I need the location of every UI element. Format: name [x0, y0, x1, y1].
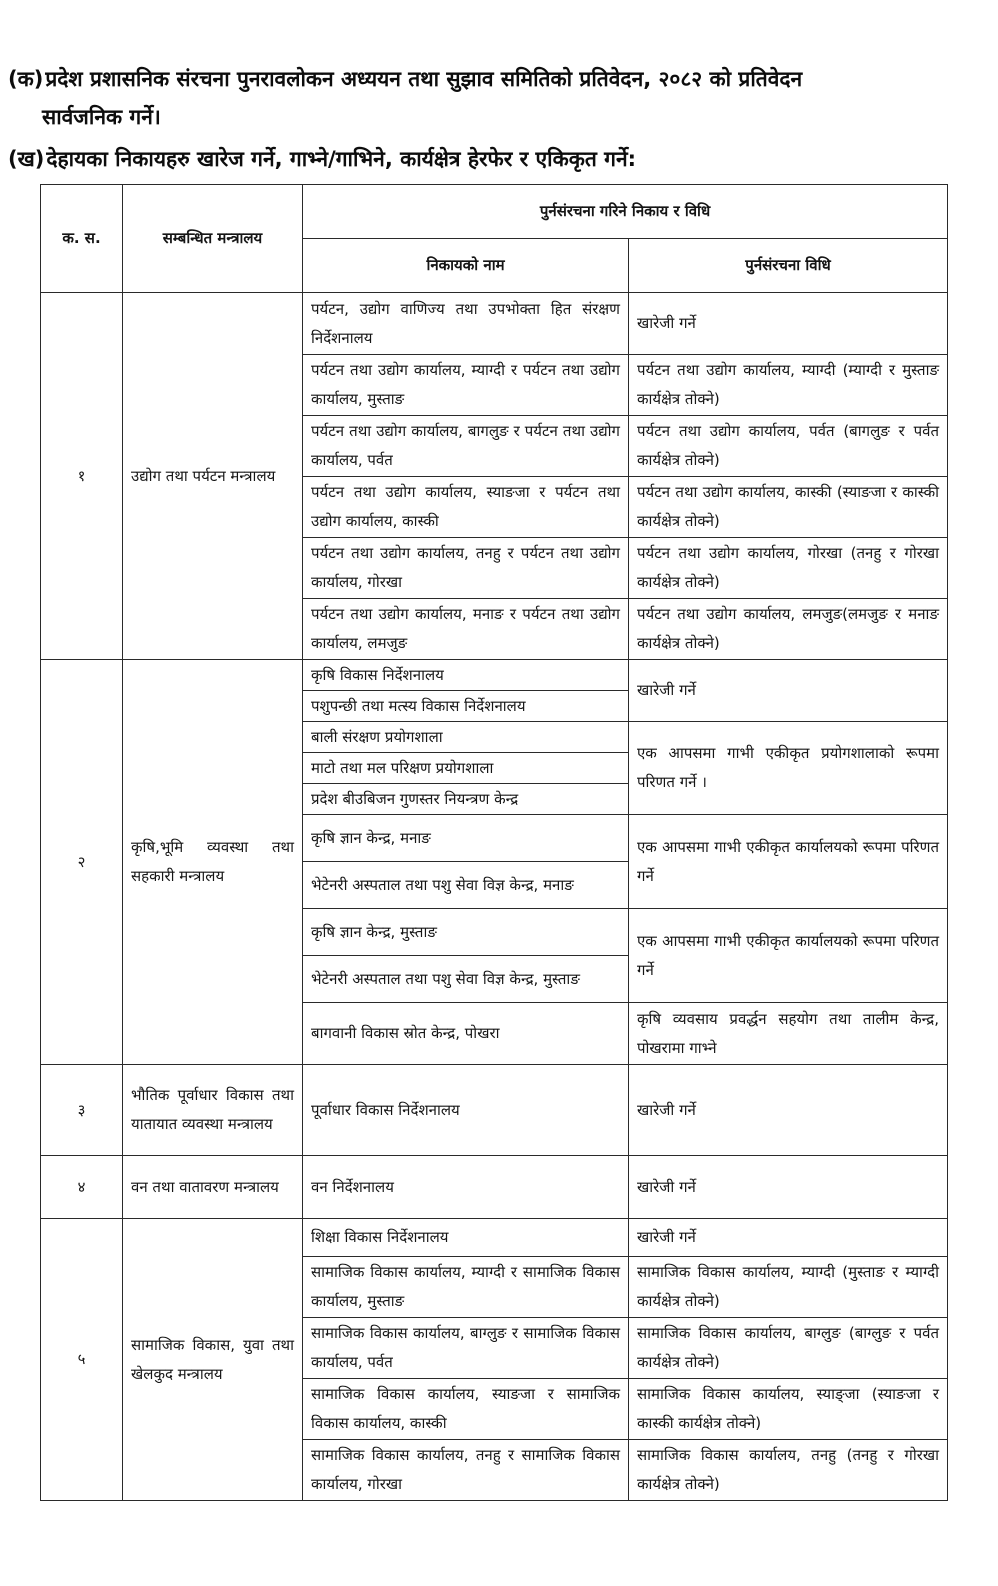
agency-name-cell: सामाजिक विकास कार्यालय, तनहु र सामाजिक विकास कार्यालय, गोरखा: [303, 1440, 629, 1501]
agency-name-cell: कृषि विकास निर्देशनालय: [303, 660, 629, 691]
header-ministry: सम्बन्धित मन्त्रालय: [123, 185, 303, 293]
table-header: [41, 185, 948, 293]
ministry-cell: सामाजिक विकास, युवा तथा खेलकुद मन्त्रालय: [123, 1219, 303, 1501]
ministry-cell: वन तथा वातावरण मन्त्रालय: [123, 1156, 303, 1219]
agency-name-cell: पर्यटन, उद्योग वाणिज्य तथा उपभोक्ता हित संरक्षण निर्देशनालय: [303, 293, 629, 355]
paragraph-ka-text: प्रदेश प्रशासनिक संरचना पुनरावलोकन अध्ययन तथा सुझाव समितिको प्रतिवेदन, २०८२ को प्रतिवेदन: [45, 67, 803, 91]
agency-name-cell: पर्यटन तथा उद्योग कार्यालय, म्याग्दी र पर्यटन तथा उद्योग कार्यालय, मुस्ताङ: [303, 355, 629, 416]
ministry-cell: कृषि,भूमि व्यवस्था तथा सहकारी मन्त्रालय: [123, 660, 303, 1065]
agency-name-cell: पर्यटन तथा उद्योग कार्यालय, तनहु र पर्यटन तथा उद्योग कार्यालय, गोरखा: [303, 538, 629, 599]
restructuring-method-cell: एक आपसमा गाभी एकीकृत प्रयोगशालाको रूपमा परिणत गर्ने ।: [629, 722, 948, 815]
serial-number-cell: २: [41, 660, 123, 1065]
agency-name-cell: पशुपन्छी तथा मत्स्य विकास निर्देशनालय: [303, 691, 629, 722]
agency-name-cell: माटो तथा मल परिक्षण प्रयोगशाला: [303, 753, 629, 784]
restructuring-method-cell: सामाजिक विकास कार्यालय, स्याङ्जा (स्याङजा र कास्की कार्यक्षेत्र तोक्ने): [629, 1379, 948, 1440]
restructuring-method-cell: खारेजी गर्ने: [629, 1219, 948, 1257]
restructuring-method-cell: पर्यटन तथा उद्योग कार्यालय, म्याग्दी (म्याग्दी र मुस्ताङ कार्यक्षेत्र तोक्ने): [629, 355, 948, 416]
agency-name-cell: बाली संरक्षण प्रयोगशाला: [303, 722, 629, 753]
restructuring-method-cell: खारेजी गर्ने: [629, 293, 948, 355]
table-row: [41, 293, 948, 355]
agency-name-cell: भेटेनरी अस्पताल तथा पशु सेवा विज्ञ केन्द्र, मुस्ताङ: [303, 956, 629, 1003]
serial-number-cell: ३: [41, 1065, 123, 1156]
paragraph-ka: [8, 60, 983, 136]
restructuring-method-cell: कृषि व्यवसाय प्रवर्द्धन सहयोग तथा तालीम केन्द्र, पोखरामा गाभ्ने: [629, 1003, 948, 1065]
ministry-cell: भौतिक पूर्वाधार विकास तथा यातायात व्यवस्था मन्त्रालय: [123, 1065, 303, 1156]
restructuring-method-cell: सामाजिक विकास कार्यालय, तनहु (तनहु र गोरखा कार्यक्षेत्र तोक्ने): [629, 1440, 948, 1501]
serial-number-cell: ४: [41, 1156, 123, 1219]
restructuring-method-cell: सामाजिक विकास कार्यालय, बाग्लुङ (बाग्लुङ र पर्वत कार्यक्षेत्र तोक्ने): [629, 1318, 948, 1379]
paragraph-kha: [8, 140, 983, 178]
agency-name-cell: पूर्वाधार विकास निर्देशनालय: [303, 1065, 629, 1156]
restructuring-method-cell: पर्यटन तथा उद्योग कार्यालय, लमजुङ(लमजुङ र मनाङ कार्यक्षेत्र तोक्ने): [629, 599, 948, 660]
table-row: [41, 1219, 948, 1257]
table-row: [41, 1065, 948, 1156]
agency-name-cell: प्रदेश बीउबिजन गुणस्तर नियन्त्रण केन्द्र: [303, 784, 629, 815]
paragraph-ka-prefix: (क): [8, 67, 44, 91]
header-restructuring-method: पुर्नसंरचना विधि: [629, 239, 948, 293]
restructuring-method-cell: पर्यटन तथा उद्योग कार्यालय, गोरखा (तनहु र गोरखा कार्यक्षेत्र तोक्ने): [629, 538, 948, 599]
restructuring-method-cell: खारेजी गर्ने: [629, 1156, 948, 1219]
paragraph-kha-prefix: (ख): [8, 147, 45, 171]
agency-name-cell: सामाजिक विकास कार्यालय, म्याग्दी र सामाजिक विकास कार्यालय, मुस्ताङ: [303, 1257, 629, 1318]
agency-name-cell: पर्यटन तथा उद्योग कार्यालय, स्याङजा र पर्यटन तथा उद्योग कार्यालय, कास्की: [303, 477, 629, 538]
paragraph-ka-continuation: सार्वजनिक गर्ने।: [42, 105, 161, 129]
table-row: [41, 660, 948, 691]
agency-name-cell: शिक्षा विकास निर्देशनालय: [303, 1219, 629, 1257]
agency-name-cell: कृषि ज्ञान केन्द्र, मुस्ताङ: [303, 909, 629, 956]
agency-name-cell: सामाजिक विकास कार्यालय, बाग्लुङ र सामाजिक विकास कार्यालय, पर्वत: [303, 1318, 629, 1379]
agency-name-cell: पर्यटन तथा उद्योग कार्यालय, मनाङ र पर्यटन तथा उद्योग कार्यालय, लमजुङ: [303, 599, 629, 660]
restructuring-method-cell: एक आपसमा गाभी एकीकृत कार्यालयको रूपमा परिणत गर्ने: [629, 815, 948, 909]
restructuring-table: [40, 184, 948, 1501]
agency-name-cell: भेटेनरी अस्पताल तथा पशु सेवा विज्ञ केन्द्र, मनाङ: [303, 862, 629, 909]
restructuring-method-cell: सामाजिक विकास कार्यालय, म्याग्दी (मुस्ताङ र म्याग्दी कार्यक्षेत्र तोक्ने): [629, 1257, 948, 1318]
restructuring-method-cell: एक आपसमा गाभी एकीकृत कार्यालयको रूपमा परिणत गर्ने: [629, 909, 948, 1003]
table-row: [41, 1156, 948, 1219]
agency-name-cell: वन निर्देशनालय: [303, 1156, 629, 1219]
restructuring-method-cell: खारेजी गर्ने: [629, 1065, 948, 1156]
header-agency-name: निकायको नाम: [303, 239, 629, 293]
header-serial-number: क. स.: [41, 185, 123, 293]
agency-name-cell: पर्यटन तथा उद्योग कार्यालय, बागलुङ र पर्यटन तथा उद्योग कार्यालय, पर्वत: [303, 416, 629, 477]
restructuring-method-cell: पर्यटन तथा उद्योग कार्यालय, कास्की (स्याङजा र कास्की कार्यक्षेत्र तोक्ने): [629, 477, 948, 538]
paragraph-kha-text: देहायका निकायहरु खारेज गर्ने, गाभ्ने/गाभिने, कार्यक्षेत्र हेरफेर र एकिकृत गर्ने:: [46, 147, 637, 171]
agency-name-cell: सामाजिक विकास कार्यालय, स्याङजा र सामाजिक विकास कार्यालय, कास्की: [303, 1379, 629, 1440]
header-restructuring-group: पुर्नसंरचना गरिने निकाय र विधि: [303, 185, 948, 239]
restructuring-method-cell: पर्यटन तथा उद्योग कार्यालय, पर्वत (बागलुङ र पर्वत कार्यक्षेत्र तोक्ने): [629, 416, 948, 477]
restructuring-method-cell: खारेजी गर्ने: [629, 660, 948, 722]
agency-name-cell: बागवानी विकास स्रोत केन्द्र, पोखरा: [303, 1003, 629, 1065]
table-body: [41, 293, 948, 1501]
serial-number-cell: १: [41, 293, 123, 660]
ministry-cell: उद्योग तथा पर्यटन मन्त्रालय: [123, 293, 303, 660]
serial-number-cell: ५: [41, 1219, 123, 1501]
agency-name-cell: कृषि ज्ञान केन्द्र, मनाङ: [303, 815, 629, 862]
